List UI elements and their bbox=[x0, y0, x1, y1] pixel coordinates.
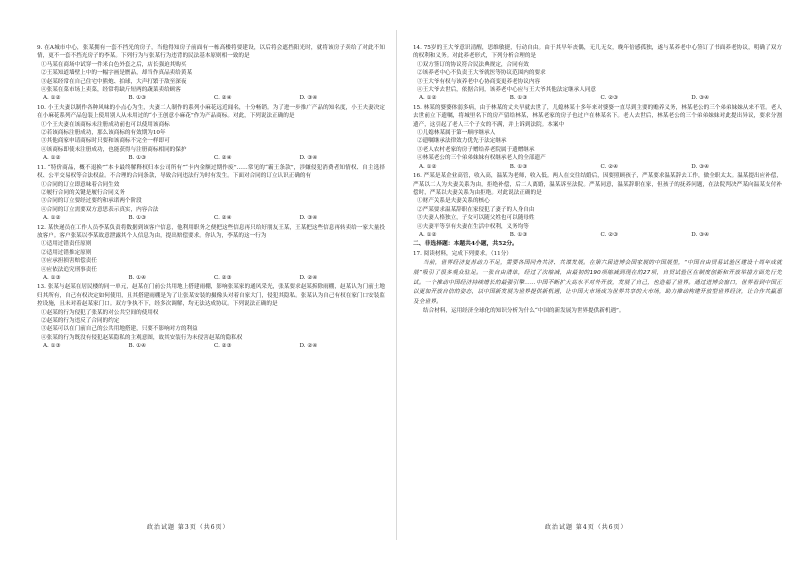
answer-choice: C. ②④ bbox=[600, 163, 619, 170]
statement-option: ①双方签订的协议符合民法典规定，合同有效 bbox=[417, 61, 529, 68]
answer-choices bbox=[413, 94, 782, 102]
answer-choices bbox=[413, 163, 782, 171]
statement-option: ④张某在菜市场上卖菜，经常将缺斤短两的蔬菜卖给顾客 bbox=[41, 87, 181, 94]
answer-choice: B. ①③ bbox=[128, 215, 147, 222]
statement-option: ①适用过错责任原则 bbox=[41, 241, 92, 248]
statement-option: ②履行合同的关键是履行合同义务 bbox=[41, 189, 125, 196]
answer-choice: B. ①③ bbox=[509, 163, 528, 170]
answer-choice: D. ②④ bbox=[299, 343, 318, 350]
question-stem: 17. 阅读材料，完成下列要求。（11分） bbox=[413, 250, 512, 257]
answer-choice: B. ①③ bbox=[128, 155, 147, 162]
answer-choice: B. ①③ bbox=[128, 95, 147, 102]
answer-choice: D. ③④ bbox=[299, 215, 318, 222]
answer-choice: D. ③④ bbox=[691, 163, 710, 170]
statement-option: ③应承担损害赔偿责任 bbox=[41, 258, 97, 265]
answer-choice: C. ②④ bbox=[214, 95, 232, 102]
statement-option: ①赵某的行为侵犯了张某的对公共空间的使用权 bbox=[41, 309, 159, 316]
statement-option: ③赵某经常在自己住宅中熊炮、拍球，大声打繁于敌至深夜 bbox=[41, 78, 187, 85]
answer-choice: C. ②③ bbox=[600, 95, 619, 102]
answer-choice: C. ②③ bbox=[600, 231, 619, 238]
statement-option: ②王某知道墙壁上中的一幅字画是赝品，却当作真品卖给黄某 bbox=[41, 70, 193, 77]
answer-choice: C. ②④ bbox=[214, 155, 232, 162]
statement-option: ④张某的行为既没有侵犯赵某隐私的主观意图，故其安装行为未侵害赵某的隐私权 bbox=[41, 334, 243, 341]
statement-option: ④合同的订立需要双方意思表示真实，内容合法 bbox=[41, 206, 159, 213]
statement-option: ①财产关系是夫妻关系的核心 bbox=[417, 198, 490, 205]
answer-choice: B. ①③ bbox=[509, 95, 528, 102]
answer-choices bbox=[37, 274, 385, 282]
statement-option: ③赵某可以在门前自己的公共用地搭建，只要不影响对方的利益 bbox=[41, 326, 198, 333]
answer-choice: D. ③④ bbox=[299, 95, 318, 102]
answer-choice: D. ③④ bbox=[299, 155, 318, 162]
answer-choices bbox=[37, 342, 385, 350]
answer-choice: A. ①② bbox=[43, 95, 61, 102]
answer-choice: C. ②④ bbox=[214, 215, 232, 222]
answer-choice: B. ①④ bbox=[128, 343, 147, 350]
question-item bbox=[37, 283, 385, 350]
answer-choice: A. ①② bbox=[419, 163, 437, 170]
page-footer: 政治试题 第4页（共6页） bbox=[545, 524, 628, 531]
statement-option: ②该养老中心不负责王大爷就医等协议范围内的要求 bbox=[417, 70, 546, 77]
question-stem: 12. 某快递员在工作人员李某负责将数据到该客户信息，他利用职务之便把这些信息再只给好朋友王某，王某把这些信息再转卖给一家大量投放客户。客户张某以李某故意泄露其个人信息为由，提出赔偿要求。你认为，李某的这一行为 bbox=[37, 224, 385, 239]
question-list bbox=[413, 44, 782, 239]
statement-option: ②严某要求温某辞职在家侵犯了妻子的人身自由 bbox=[417, 206, 535, 213]
answer-choice: C. ②③ bbox=[214, 343, 232, 350]
answer-choice: A. ①③ bbox=[43, 274, 61, 281]
page-footer: 政治试题 第3页（共6页） bbox=[147, 524, 230, 531]
question-item bbox=[37, 164, 385, 223]
statement-option: ④夫妻平等享有夫妻在生活中权利，义务均等 bbox=[417, 223, 529, 230]
statement-option: ④王大爷去世后，依据合同，该养老中心应与王大爷其他法定继承人同意 bbox=[417, 87, 597, 94]
question-stem: 11. “特价商品，概不退换”“本卡最终解释权归本公司所有”“卡内金额过期作废”……常见的“霸王条款”，涉嫌侵犯消费者知情权、自主选择权、公平交易权等合法权益。不合理的合同条款，导致合同违法行为时有发生。下面对合同的订立认识正确的有 bbox=[37, 164, 385, 180]
question-stem: 15. 林某的婆婆体弱多病，由于林某的丈夫早就去世了，儿媳林某十多年来对婆婆一直尽到主要的赡养义务，林某老公的三个弟弟妹妹从来不管。老人去世前立下遗嘱，将城里名下的房产留给林某，林某老家的房子也过户在林某名下。老人去世后，林某老公的三个弟弟妹妹对此提出异议，要求分割遗产，这引起了老人三个子女的不满，并上诉到法院。本案中 bbox=[413, 104, 782, 128]
question-stem: 14. 75岁的王大爷意识清醒，思维敏捷，行动自由。由于其早年丧偶，无儿无女，晚年倍感孤独，遂与某养老中心签订了书面养老协议，明确了双方的权利和义务。对此养老形式，下列分析合理的是 bbox=[413, 45, 782, 60]
answer-choice: A. ①③ bbox=[43, 343, 61, 350]
section-title: 二、非选择题：本题共4小题，共52分。 bbox=[413, 241, 518, 248]
question-item bbox=[413, 104, 782, 171]
statement-option: ①合同的订立即意味着合同生效 bbox=[41, 181, 120, 188]
statement-option: ④该商标即使未注册成功，也能获得与注册商标相同的保护 bbox=[41, 146, 187, 153]
answer-choice: D. ②④ bbox=[299, 274, 318, 281]
question-list bbox=[37, 44, 385, 351]
statement-option: ③合同的订立要经过要约和承诺两个阶段 bbox=[41, 198, 142, 205]
question-stem: 13. 张某与赵某在居民楼的同一单元，赵某在门前公共用地上搭建雨棚，影响张某家的通风采光，张某要求赵某拆除雨棚，赵某认为门前土地归其所有，自己有权决定如何使用，且其搭建雨棚是为了让张某安装的摄像头对着自家大门，侵犯其隐私。张某认为自己有权在家门口安装监控设施，且未对着赵某家门口。双方争执不下，经多次调解，均无法达成协议。下列说法正确的是 bbox=[37, 284, 385, 308]
statement-option: ④林某老公的三个弟弟妹妹有权继承老人的全部遗产 bbox=[417, 155, 546, 162]
statement-option: ③夫妻人格独立，子女可以随父姓也可以随母姓 bbox=[417, 215, 535, 222]
answer-choice: A. ①② bbox=[43, 155, 61, 162]
answer-choice: A. ①② bbox=[419, 95, 437, 102]
answer-choices bbox=[37, 214, 385, 222]
statement-option: ②赵某的行为违反了合同的约定 bbox=[41, 318, 120, 324]
question-stem: 16. 严某是某企业高管，收入高，温某为老师，收入低。两人在交往结婚后，因要照顾孩子，严某要求温某辞去工作，做全职太太。温某提出应补偿，严某以二人为夫妻关系为由，拒绝补偿，后二人离婚，温某诉至法院。严某同意，温某辞职在家，但孩子的抚养问题，在法院判决严某向温某支付补偿时，严某以夫妻关系为由拒绝。对此说法正确的是 bbox=[413, 173, 782, 196]
statement-option: ②遗嘱继承法律效力优先于法定继承 bbox=[417, 138, 507, 145]
answer-choice: C. ②③ bbox=[214, 274, 232, 281]
question-task: 结合材料，运用经济全球化的知识分析为什么“中国的新发展为世界提供新机遇”。 bbox=[423, 308, 625, 315]
answer-choices bbox=[37, 94, 385, 102]
statement-option: ③老人农村老家的房子赠给养老院属于遗赠继承 bbox=[417, 146, 535, 153]
answer-choice: A. ①② bbox=[43, 215, 61, 222]
statement-option: ③其他商家申请商标时只要和该商标不完全一样即可 bbox=[41, 138, 170, 145]
answer-choices bbox=[37, 154, 385, 162]
question-stem: 10. 小王夫妻以制作各种风味的小点心为生，夫妻二人制作的系列小麻花远近闻名，十分畅销。为了进一步推广产品的知名度，小王夫妻决定在小麻花系列产品包装上使用别人从未用过的“小王创意小麻花”作为产品商标。对此，下列说法正确的是 bbox=[37, 104, 385, 120]
answer-choice: D. ③④ bbox=[691, 231, 710, 238]
answer-choice: D. ③④ bbox=[691, 95, 710, 102]
question-item bbox=[413, 44, 782, 103]
right-page bbox=[397, 0, 794, 562]
statement-option: ②适用过错推定原则 bbox=[41, 249, 92, 256]
answer-choice: B. ①③ bbox=[509, 231, 528, 238]
statement-option: ④应依法追究刑事责任 bbox=[41, 266, 97, 273]
statement-option: ①马某在商场中试穿一件米白色外套之后，店长强迫其购买 bbox=[41, 61, 187, 68]
answer-choice: A. ①② bbox=[419, 231, 437, 238]
statement-option: ①儿媳林某属于第一顺序继承人 bbox=[417, 130, 496, 137]
answer-choices bbox=[413, 231, 782, 239]
statement-option: ②若该商标注册成功，那么该商标的有效期为10年 bbox=[41, 130, 166, 137]
reading-material: 当前，世界经济复苏动力不足，需要各国同舟共济、共谋发展。在第六届进博会国家展的中国展里，“中国自由贸易试验区建设十周年成就展”吸引了很多观众驻足。一张自由清单，经过了次缩减，由最初的190项缩减到现在的27项，自贸试验区在制度创新和开放举措方面先行先试。一个推动中国经济持续增长的最强引擎……中国不断扩大高水平对外开放，发展了自己，也造福了世界。通过进博会窗口，世界看到中国正以更加开放自信的姿态，以中国新发展为世界提供新机遇，让中国大市场成为世界共享的大市场，助力推动构建开放型世界经济，让合作共赢惠及全世界。 bbox=[413, 260, 782, 305]
statement-option: ③王大爷有权与该养老中心协商变更养老协议内容 bbox=[417, 78, 541, 85]
question-item bbox=[37, 224, 385, 283]
question-stem: 9. 在A城市中心，张某拥有一套不挡光的房子，当他得知房子前面有一栋高楼将要建设，以后将会遮挡阳光时，就将该房子卖给了对此不知情，更不一套不挡光房子的李某。下列行为与张某行为违背的民法基本原则相一致的是 bbox=[37, 45, 385, 60]
answer-choice: B. ①④ bbox=[128, 274, 147, 281]
question-item bbox=[413, 172, 782, 239]
question-item bbox=[37, 44, 385, 103]
statement-option: ①个王夫妻在该商标未注册成功前也可以使用该商标 bbox=[41, 121, 170, 128]
question-item bbox=[37, 104, 385, 163]
